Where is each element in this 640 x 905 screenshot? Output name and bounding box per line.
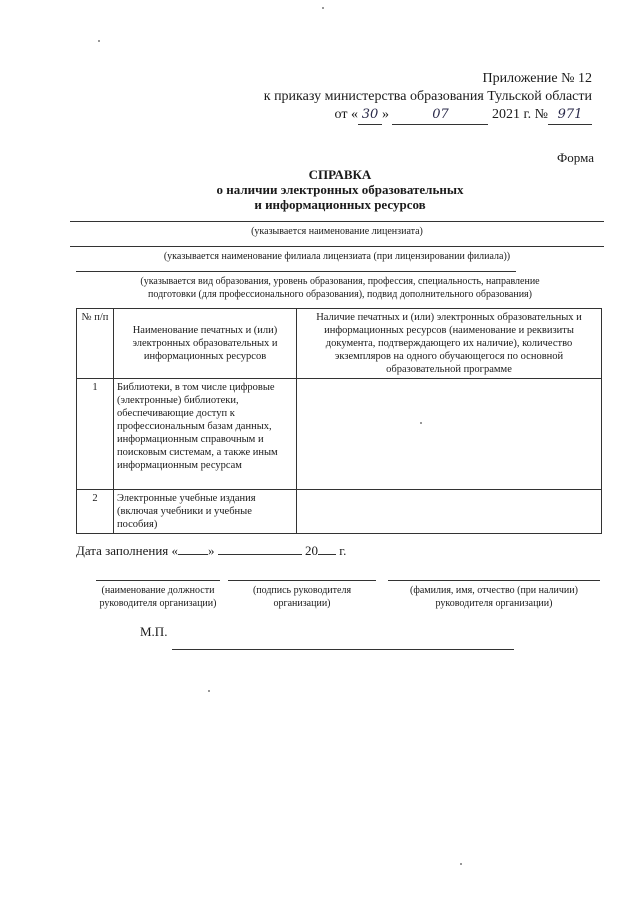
appendix-from-prefix: от «	[334, 107, 358, 122]
resources-table	[76, 308, 602, 534]
document-subtitle-1: о наличии электронных образовательных	[216, 182, 464, 197]
signature-caption: (подпись руководителя организации)	[252, 585, 352, 609]
table-row	[77, 379, 602, 490]
licensee-line	[70, 221, 604, 222]
table-header-row	[77, 309, 602, 379]
signature-line[interactable]	[228, 580, 376, 581]
appendix-order: к приказу министерства образования Тульской области	[263, 89, 592, 104]
position-line[interactable]	[96, 580, 220, 581]
fill-date-suffix: г.	[339, 543, 347, 558]
row-availability[interactable]	[297, 490, 602, 534]
row-num: 2	[77, 490, 114, 534]
table-row	[77, 490, 602, 534]
appendix-number: 971	[548, 106, 592, 125]
header-num: № п/п	[77, 309, 114, 379]
education-line	[76, 271, 516, 272]
appendix-title: Приложение № 12	[482, 71, 592, 86]
row-availability[interactable]	[297, 379, 602, 490]
appendix-date-line	[335, 106, 592, 125]
appendix-month: 07	[392, 106, 488, 125]
fill-date-century: 20	[305, 543, 319, 558]
licensee-caption: (указывается наименование лицензиата)	[251, 226, 423, 237]
fill-date-day-field[interactable]	[178, 541, 208, 555]
fullname-caption: (фамилия, имя, отчество (при наличии) руководителя организации)	[410, 585, 578, 609]
document-title: СПРАВКА	[308, 167, 372, 182]
appendix-year: 2021 г. №	[491, 107, 548, 122]
branch-line	[70, 246, 604, 247]
education-caption-1: (указывается вид образования, уровень образования, профессия, специальность, направление	[140, 276, 540, 287]
row-name: Библиотеки, в том числе цифровые (электронные) библиотеки, обеспечивающие доступ к профессиональным базам данных, информационным справочным и поисковым системам, а также иным информационным ресурсам	[114, 379, 297, 490]
fill-date-quote-close: »	[208, 543, 215, 558]
scan-speck	[460, 863, 462, 865]
position-caption: (наименование должности руководителя организации)	[99, 585, 217, 609]
scan-speck	[98, 40, 100, 42]
header-name: Наименование печатных и (или) электронных образовательных и информационных ресурсов	[114, 309, 297, 379]
bottom-line	[172, 649, 514, 650]
scan-speck	[420, 422, 422, 424]
row-name: Электронные учебные издания (включая учебники и учебные пособия)	[114, 490, 297, 534]
header-availability: Наличие печатных и (или) электронных образовательных и информационных ресурсов (наименование и реквизиты документа, подтверждающего их наличие), количество экземпляров на одного обучающегося по основной образовательной программе	[297, 309, 602, 379]
fullname-line[interactable]	[388, 580, 600, 581]
fill-date-year-field[interactable]	[318, 541, 336, 555]
form-label: Форма	[557, 150, 594, 165]
appendix-quote-close: »	[381, 107, 389, 122]
scan-speck	[208, 690, 210, 692]
scan-speck	[322, 7, 324, 9]
fill-date-line	[76, 541, 346, 559]
branch-caption: (указывается наименование филиала лицензиата (при лицензировании филиала))	[163, 251, 511, 262]
fill-date-label: Дата заполнения «	[76, 543, 179, 558]
stamp-label: М.П.	[140, 624, 168, 639]
fill-date-month-field[interactable]	[218, 541, 302, 555]
appendix-day: 30	[358, 106, 382, 125]
document-subtitle-2: и информационных ресурсов	[254, 197, 426, 212]
education-caption-2: подготовки (для профессионального образования), подвид дополнительного образования)	[148, 289, 532, 300]
row-num: 1	[77, 379, 114, 490]
